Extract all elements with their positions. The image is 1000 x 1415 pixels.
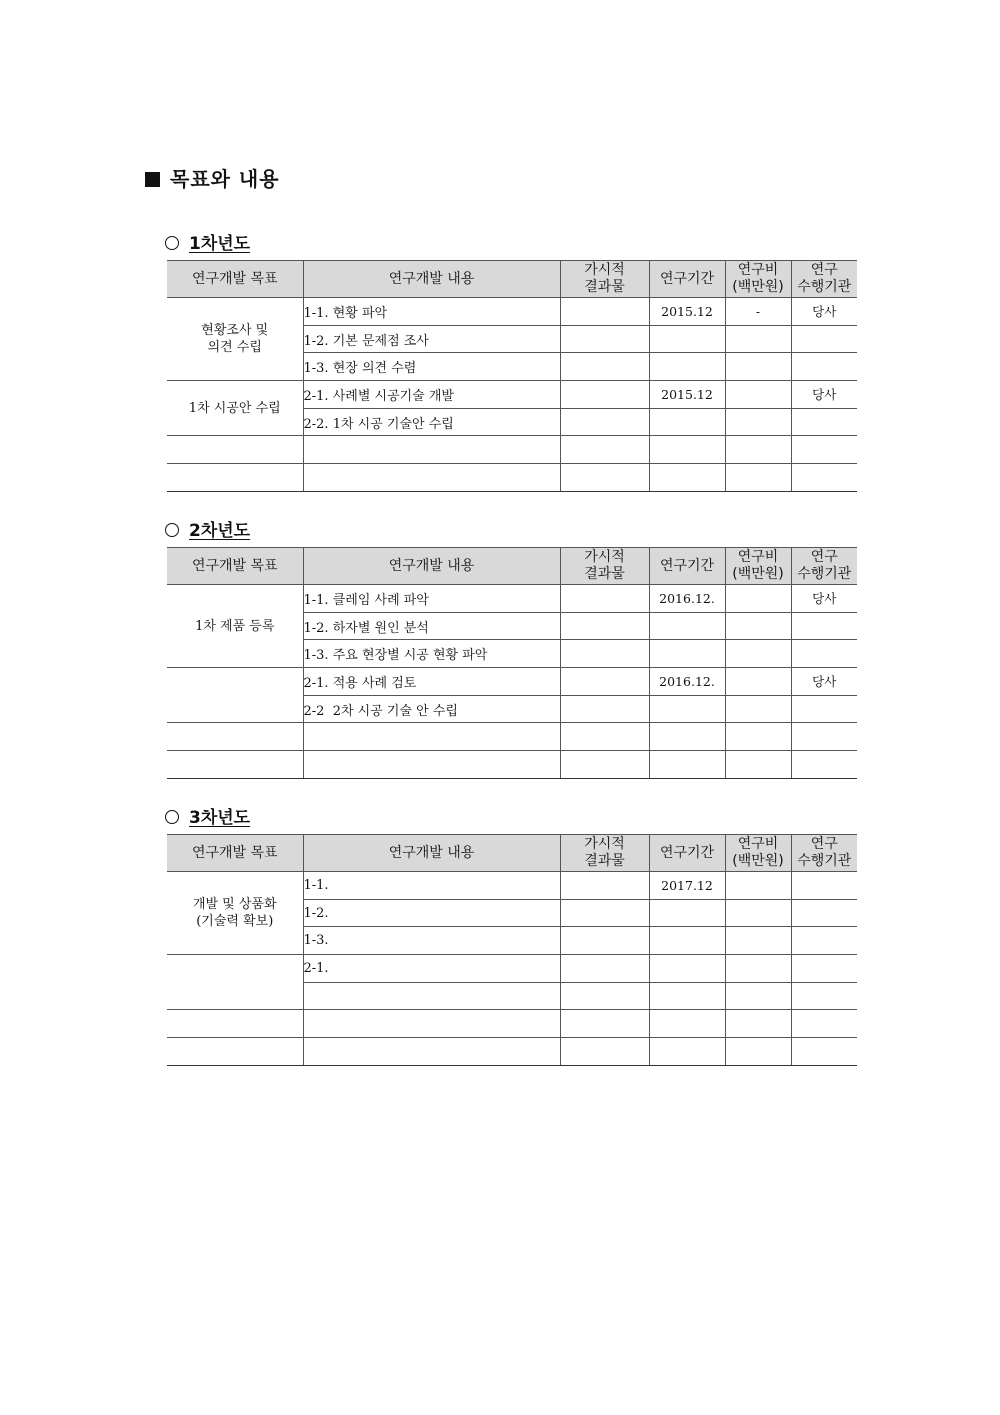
table-row xyxy=(167,751,857,779)
table-row xyxy=(167,668,857,696)
period-cell xyxy=(649,436,725,464)
page-heading xyxy=(145,163,280,192)
period-cell xyxy=(649,1038,725,1066)
budget-cell xyxy=(725,381,791,409)
budget-cell xyxy=(725,353,791,381)
content-cell: 2-2 2차 시공 기술 안 수립 xyxy=(303,695,560,723)
result-cell xyxy=(560,695,649,723)
period-cell: 2015.12 xyxy=(649,298,725,326)
year-title: 1차년도 xyxy=(189,234,251,254)
budget-cell xyxy=(725,899,791,927)
result-cell xyxy=(560,408,649,436)
period-cell: 2017.12 xyxy=(649,872,725,900)
goal-cell: 1차 제품 등록 xyxy=(167,585,303,668)
goal-cell xyxy=(167,723,303,751)
org-cell xyxy=(791,436,857,464)
result-cell xyxy=(560,955,649,983)
budget-cell xyxy=(725,723,791,751)
goal-cell xyxy=(167,955,303,1010)
table-row xyxy=(167,464,857,492)
budget-cell xyxy=(725,325,791,353)
content-cell xyxy=(303,723,560,751)
table-row xyxy=(167,1010,857,1038)
table-row xyxy=(167,1038,857,1066)
org-cell xyxy=(791,927,857,955)
goal-cell xyxy=(167,464,303,492)
filled-square-icon xyxy=(145,172,160,187)
year-1-table xyxy=(167,260,857,492)
content-cell: 1-2. xyxy=(303,899,560,927)
org-cell xyxy=(791,464,857,492)
col-header-goal: 연구개발 목표 xyxy=(167,835,303,872)
period-cell xyxy=(649,927,725,955)
org-cell xyxy=(791,325,857,353)
col-header-budget-line1: 연구비 xyxy=(737,262,779,278)
content-cell: 2-1. xyxy=(303,955,560,983)
period-cell xyxy=(649,751,725,779)
col-header-org-line1: 연구 xyxy=(810,836,838,852)
result-cell xyxy=(560,751,649,779)
content-cell xyxy=(303,1010,560,1038)
period-cell xyxy=(649,353,725,381)
org-cell xyxy=(791,640,857,668)
circle-icon xyxy=(165,523,179,537)
org-cell xyxy=(791,1038,857,1066)
result-cell xyxy=(560,325,649,353)
org-cell xyxy=(791,1010,857,1038)
content-cell: 1-3. 주요 현장별 시공 현황 파악 xyxy=(303,640,560,668)
budget-cell xyxy=(725,695,791,723)
content-cell: 2-1. 사례별 시공기술 개발 xyxy=(303,381,560,409)
budget-cell xyxy=(725,585,791,613)
result-cell xyxy=(560,982,649,1010)
col-header-period: 연구기간 xyxy=(649,835,725,872)
goal-cell xyxy=(167,1038,303,1066)
col-header-content: 연구개발 내용 xyxy=(303,548,560,585)
col-header-period: 연구기간 xyxy=(649,548,725,585)
year-title: 3차년도 xyxy=(189,808,251,828)
table-row xyxy=(167,955,857,983)
col-header-org-line2: 수행기관 xyxy=(797,853,852,869)
budget-cell xyxy=(725,464,791,492)
table-header-row xyxy=(167,261,857,298)
col-header-result xyxy=(560,548,649,585)
org-cell xyxy=(791,751,857,779)
org-cell xyxy=(791,982,857,1010)
result-cell xyxy=(560,872,649,900)
goal-cell: 현황조사 및 의견 수립 xyxy=(167,298,303,381)
result-cell xyxy=(560,585,649,613)
goal-cell xyxy=(167,668,303,723)
circle-icon xyxy=(165,236,179,250)
col-header-result-line1: 가시적 xyxy=(584,836,625,852)
period-cell xyxy=(649,723,725,751)
col-header-result-line1: 가시적 xyxy=(584,549,625,565)
goal-cell xyxy=(167,751,303,779)
result-cell xyxy=(560,464,649,492)
period-cell xyxy=(649,1010,725,1038)
col-header-result-line2: 결과물 xyxy=(584,566,625,582)
result-cell xyxy=(560,612,649,640)
org-cell xyxy=(791,723,857,751)
col-header-result-line2: 결과물 xyxy=(584,853,625,869)
content-cell xyxy=(303,1038,560,1066)
goal-cell: 개발 및 상품화 (기술력 확보) xyxy=(167,872,303,955)
content-cell: 1-2. 기본 문제점 조사 xyxy=(303,325,560,353)
col-header-org-line2: 수행기관 xyxy=(797,279,852,295)
year-3-heading xyxy=(165,803,250,828)
budget-cell xyxy=(725,1010,791,1038)
content-cell: 2-2. 1차 시공 기술안 수립 xyxy=(303,408,560,436)
col-header-goal: 연구개발 목표 xyxy=(167,261,303,298)
table-row xyxy=(167,436,857,464)
budget-cell xyxy=(725,872,791,900)
col-header-budget xyxy=(725,835,791,872)
result-cell xyxy=(560,353,649,381)
period-cell: 2015.12 xyxy=(649,381,725,409)
table-header-row xyxy=(167,548,857,585)
col-header-result xyxy=(560,835,649,872)
page-heading-text: 목표와 내용 xyxy=(170,167,280,191)
table-row xyxy=(167,585,857,613)
col-header-budget-line2: (백만원) xyxy=(732,566,784,582)
col-header-budget-line1: 연구비 xyxy=(737,549,779,565)
col-header-result-line2: 결과물 xyxy=(584,279,625,295)
period-cell xyxy=(649,955,725,983)
org-cell xyxy=(791,899,857,927)
result-cell xyxy=(560,298,649,326)
org-cell xyxy=(791,955,857,983)
period-cell xyxy=(649,899,725,927)
col-header-org-line2: 수행기관 xyxy=(797,566,852,582)
org-cell xyxy=(791,872,857,900)
col-header-content: 연구개발 내용 xyxy=(303,261,560,298)
col-header-org xyxy=(791,261,857,298)
result-cell xyxy=(560,381,649,409)
period-cell xyxy=(649,408,725,436)
budget-cell xyxy=(725,436,791,464)
col-header-budget-line2: (백만원) xyxy=(732,279,784,295)
content-cell: 2-1. 적용 사례 검토 xyxy=(303,668,560,696)
content-cell: 1-1. xyxy=(303,872,560,900)
col-header-budget xyxy=(725,548,791,585)
budget-cell xyxy=(725,640,791,668)
col-header-budget-line1: 연구비 xyxy=(737,836,779,852)
period-cell xyxy=(649,464,725,492)
content-cell: 1-2. 하자별 원인 분석 xyxy=(303,612,560,640)
period-cell xyxy=(649,982,725,1010)
col-header-budget xyxy=(725,261,791,298)
goal-cell: 1차 시공안 수립 xyxy=(167,381,303,436)
result-cell xyxy=(560,723,649,751)
period-cell: 2016.12. xyxy=(649,585,725,613)
content-cell: 1-3. 현장 의견 수렴 xyxy=(303,353,560,381)
year-title: 2차년도 xyxy=(189,521,251,541)
col-header-content: 연구개발 내용 xyxy=(303,835,560,872)
table-row xyxy=(167,298,857,326)
content-cell: 1-1. 현황 파악 xyxy=(303,298,560,326)
year-2-heading xyxy=(165,516,250,541)
content-cell xyxy=(303,436,560,464)
col-header-result-line1: 가시적 xyxy=(584,262,625,278)
org-cell: 당사 xyxy=(791,298,857,326)
result-cell xyxy=(560,436,649,464)
result-cell xyxy=(560,1010,649,1038)
budget-cell xyxy=(725,955,791,983)
year-3-table xyxy=(167,834,857,1066)
goal-cell xyxy=(167,1010,303,1038)
period-cell xyxy=(649,325,725,353)
goal-cell xyxy=(167,436,303,464)
org-cell: 당사 xyxy=(791,585,857,613)
content-cell xyxy=(303,464,560,492)
table-row xyxy=(167,872,857,900)
org-cell xyxy=(791,612,857,640)
table-row xyxy=(167,723,857,751)
col-header-org-line1: 연구 xyxy=(810,262,838,278)
col-header-org xyxy=(791,835,857,872)
content-cell xyxy=(303,751,560,779)
period-cell xyxy=(649,612,725,640)
budget-cell xyxy=(725,1038,791,1066)
org-cell: 당사 xyxy=(791,381,857,409)
org-cell xyxy=(791,353,857,381)
org-cell xyxy=(791,695,857,723)
period-cell xyxy=(649,640,725,668)
col-header-period: 연구기간 xyxy=(649,261,725,298)
circle-icon xyxy=(165,810,179,824)
col-header-result xyxy=(560,261,649,298)
content-cell: 1-1. 클레임 사례 파악 xyxy=(303,585,560,613)
budget-cell xyxy=(725,751,791,779)
result-cell xyxy=(560,899,649,927)
budget-cell xyxy=(725,668,791,696)
col-header-org-line1: 연구 xyxy=(810,549,838,565)
col-header-budget-line2: (백만원) xyxy=(732,853,784,869)
budget-cell xyxy=(725,612,791,640)
col-header-org xyxy=(791,548,857,585)
year-1-heading xyxy=(165,229,250,254)
budget-cell xyxy=(725,408,791,436)
table-row xyxy=(167,381,857,409)
result-cell xyxy=(560,1038,649,1066)
period-cell: 2016.12. xyxy=(649,668,725,696)
result-cell xyxy=(560,640,649,668)
org-cell xyxy=(791,408,857,436)
budget-cell xyxy=(725,982,791,1010)
content-cell: 1-3. xyxy=(303,927,560,955)
result-cell xyxy=(560,927,649,955)
content-cell xyxy=(303,982,560,1010)
col-header-goal: 연구개발 목표 xyxy=(167,548,303,585)
budget-cell: - xyxy=(725,298,791,326)
table-header-row xyxy=(167,835,857,872)
org-cell: 당사 xyxy=(791,668,857,696)
result-cell xyxy=(560,668,649,696)
year-2-table xyxy=(167,547,857,779)
period-cell xyxy=(649,695,725,723)
budget-cell xyxy=(725,927,791,955)
